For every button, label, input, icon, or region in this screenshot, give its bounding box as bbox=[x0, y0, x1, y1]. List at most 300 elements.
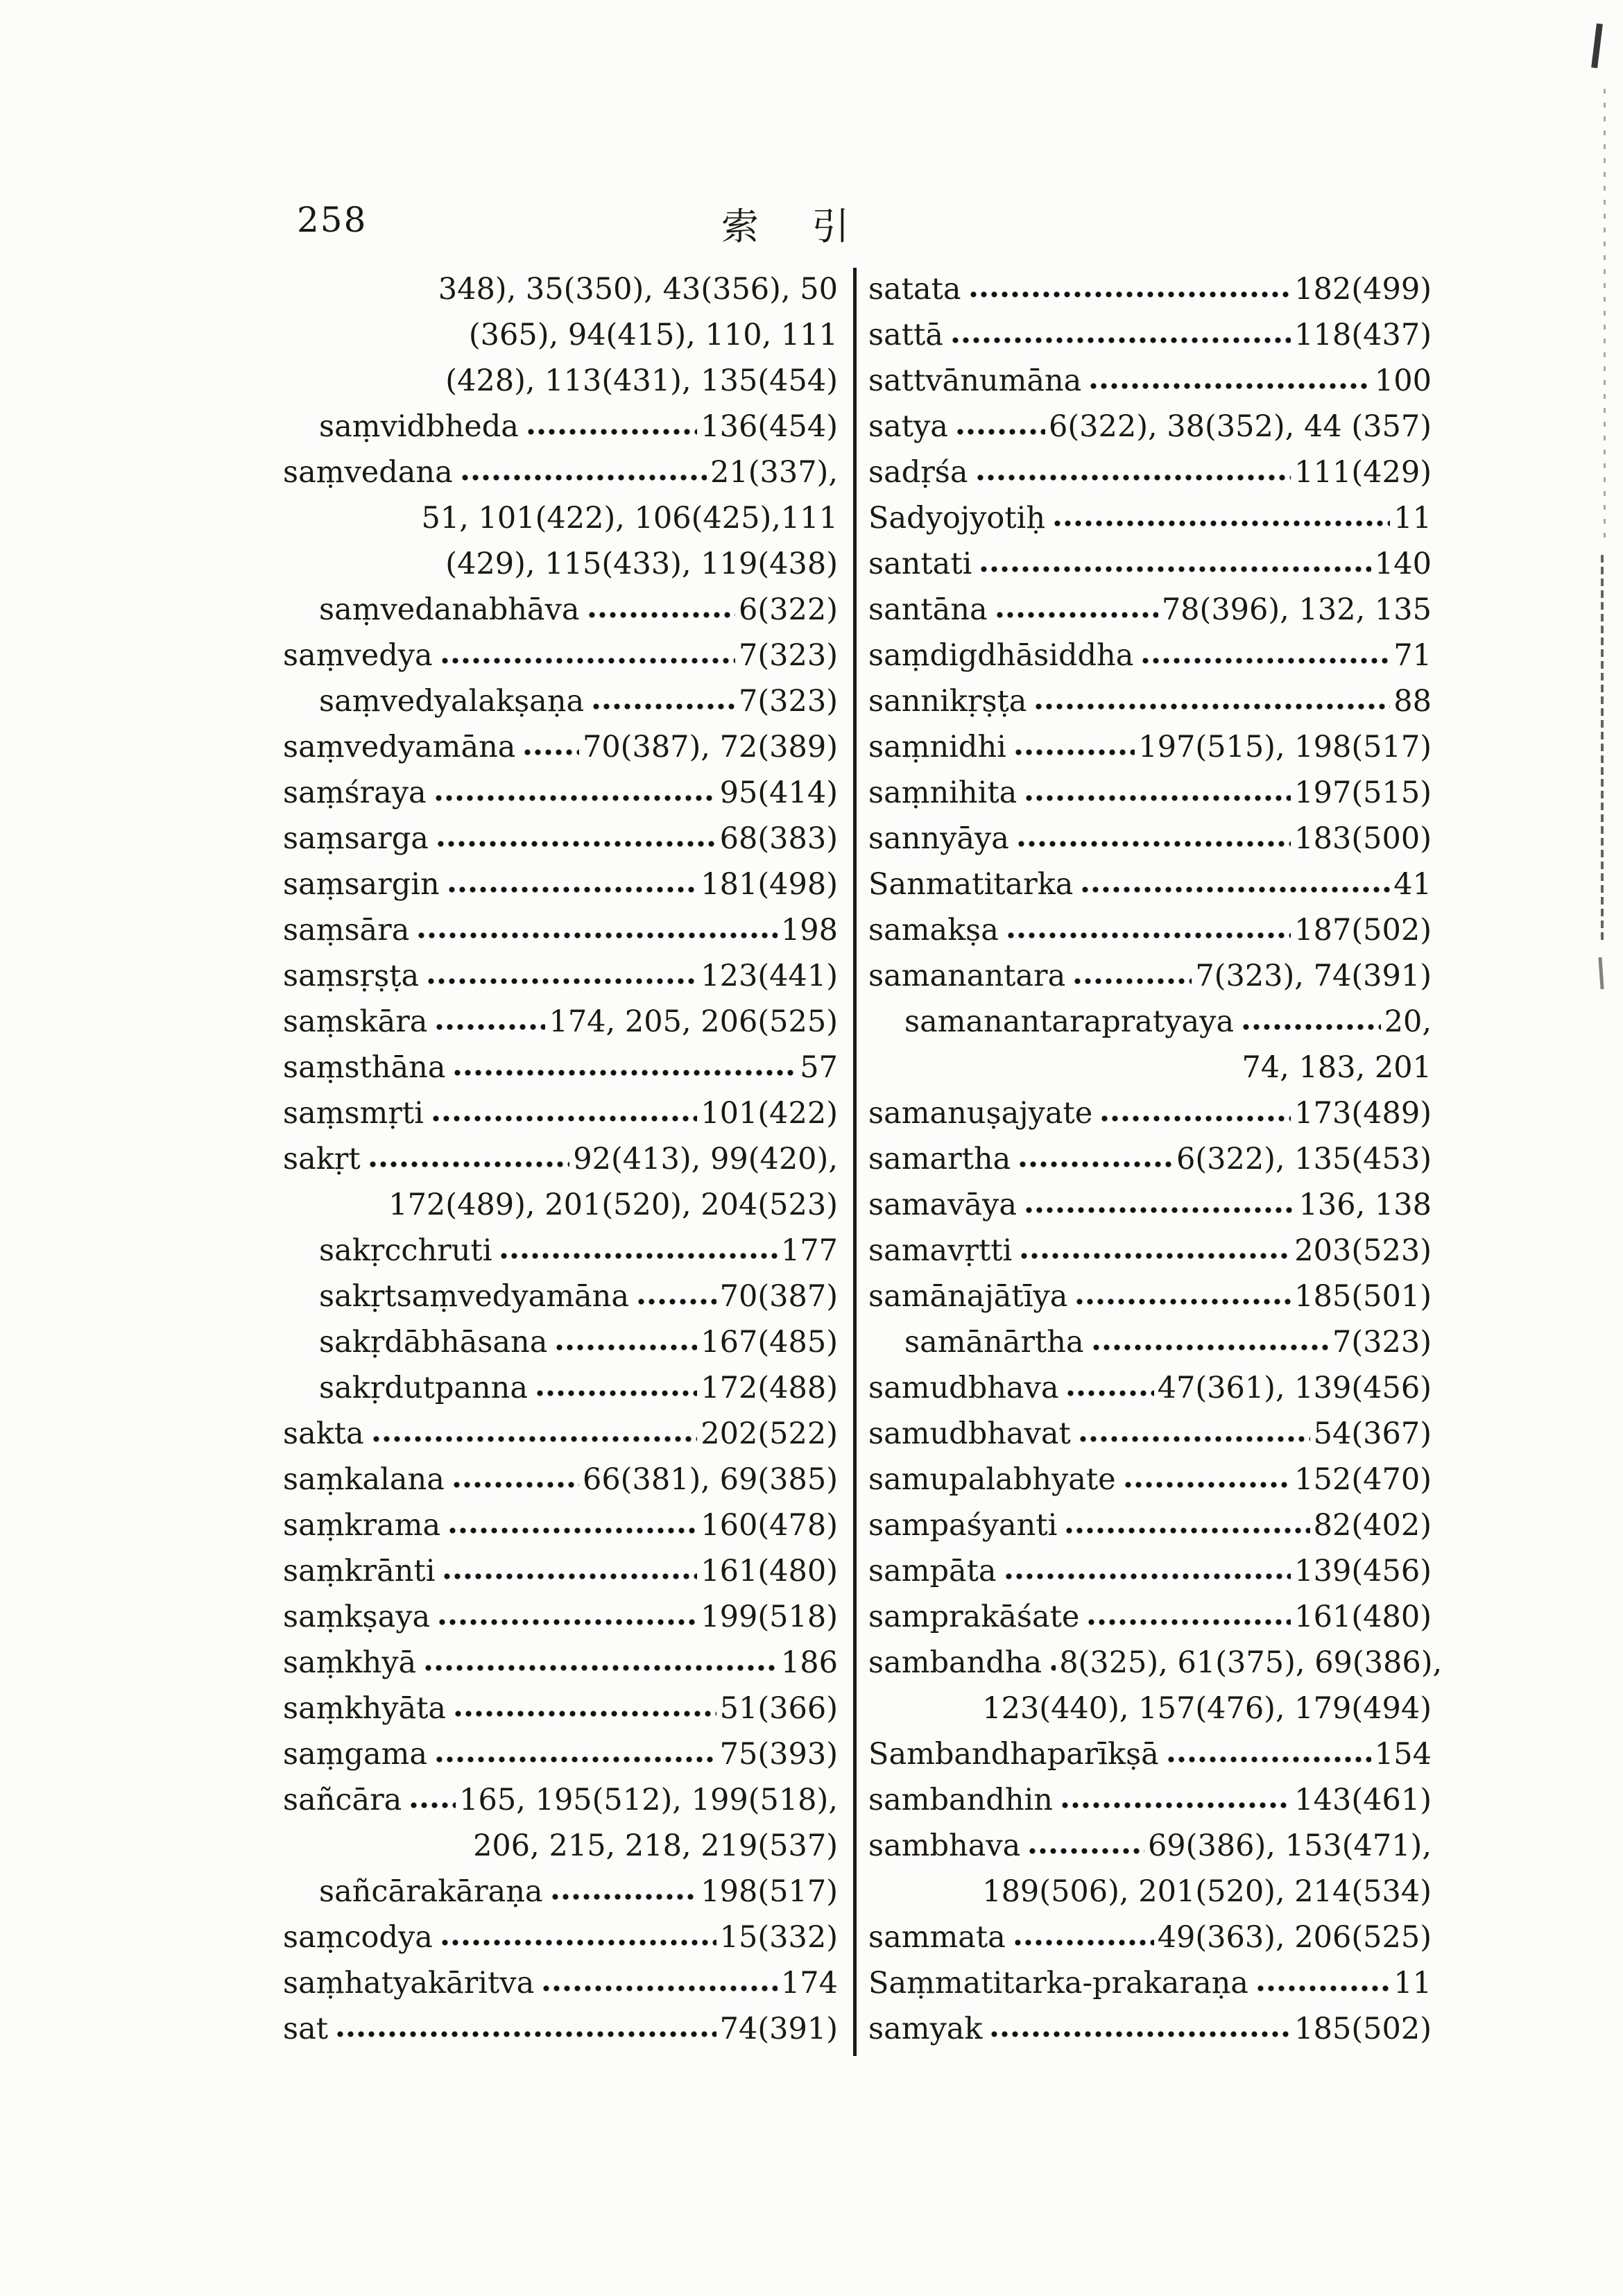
entry-pages: 6(322), 135(453) bbox=[1176, 1142, 1432, 1176]
dot-leader bbox=[988, 2006, 1292, 2052]
entry-pages: 95(414) bbox=[719, 776, 838, 810]
entry-pages: 82(402) bbox=[1313, 1508, 1432, 1543]
entry-pages: 198 bbox=[780, 913, 838, 948]
index-entry bbox=[283, 1502, 838, 1548]
index-entry bbox=[283, 1274, 838, 1319]
entry-term: saṃnidhi bbox=[868, 730, 1006, 764]
dot-leader bbox=[1017, 1228, 1292, 1274]
dot-leader bbox=[1063, 1502, 1311, 1548]
dot-leader bbox=[1032, 678, 1391, 724]
entry-pages: 49(363), 206(525) bbox=[1157, 1920, 1432, 1955]
dot-leader bbox=[1090, 1319, 1330, 1365]
entry-pages: 7(323) bbox=[739, 638, 838, 673]
entry-pages: 181(498) bbox=[701, 867, 838, 902]
dot-leader bbox=[438, 633, 737, 678]
entry-term: sadṛśa bbox=[868, 455, 968, 490]
entry-pages: 185(501) bbox=[1294, 1279, 1432, 1314]
index-entry bbox=[283, 1319, 838, 1365]
index-entry-continuation bbox=[283, 1823, 838, 1869]
dot-leader bbox=[450, 1457, 581, 1502]
entry-pages: 186 bbox=[780, 1645, 838, 1680]
entry-pages: 202(522) bbox=[701, 1416, 838, 1451]
entry-pages: 197(515), 198(517) bbox=[1138, 730, 1432, 764]
entry-term: Saṃmatitarka-prakaraṇa bbox=[868, 1966, 1248, 2001]
index-entry bbox=[868, 770, 1432, 816]
entry-term: sakṛdutpanna bbox=[319, 1371, 528, 1405]
dot-leader bbox=[366, 1136, 572, 1182]
entry-term: saṃvedyamāna bbox=[283, 730, 516, 764]
dot-leader bbox=[1071, 953, 1193, 999]
entry-pages: 66(381), 69(385) bbox=[582, 1462, 838, 1497]
dot-leader bbox=[590, 678, 737, 724]
entry-pages: 21(337), bbox=[710, 455, 838, 490]
entry-pages: 70(387) bbox=[719, 1279, 838, 1314]
dot-leader bbox=[424, 953, 698, 999]
entry-term: samānajātīya bbox=[868, 1279, 1068, 1314]
index-entry bbox=[283, 678, 838, 724]
dot-leader bbox=[446, 1502, 698, 1548]
entry-pages: 161(480) bbox=[701, 1554, 838, 1588]
entry-term: saṃvedya bbox=[283, 638, 433, 673]
dot-leader bbox=[1079, 862, 1391, 907]
dot-leader bbox=[1004, 907, 1292, 953]
index-entry-continuation bbox=[868, 1686, 1432, 1731]
entry-pages: 11 bbox=[1393, 1966, 1432, 2001]
index-entry bbox=[283, 1090, 838, 1136]
entry-pages: 123(441) bbox=[701, 959, 838, 993]
entry-term: samprakāśate bbox=[868, 1600, 1080, 1634]
entry-term: saṃhatyakāritva bbox=[283, 1966, 535, 2001]
dot-leader bbox=[1016, 1136, 1174, 1182]
entry-term: sakṛtsaṃvedyamāna bbox=[319, 1279, 630, 1314]
entry-pages: 7(323) bbox=[1332, 1325, 1432, 1360]
dot-leader bbox=[1051, 495, 1391, 541]
entry-term: saṃvedana bbox=[283, 455, 453, 490]
index-entry bbox=[868, 449, 1432, 495]
entry-term: sattā bbox=[868, 318, 943, 352]
index-entry-continuation bbox=[283, 541, 838, 587]
index-entry bbox=[283, 816, 838, 862]
entry-pages: 136, 138 bbox=[1298, 1188, 1432, 1222]
entry-pages: 100 bbox=[1374, 363, 1432, 398]
index-entry bbox=[868, 404, 1432, 449]
dot-leader bbox=[1002, 1548, 1293, 1594]
index-entry bbox=[283, 1045, 838, 1090]
entry-term: saṃsṛṣṭa bbox=[283, 959, 420, 993]
dot-leader bbox=[440, 1548, 698, 1594]
dot-leader bbox=[524, 404, 698, 449]
dot-leader bbox=[553, 1319, 698, 1365]
dot-leader bbox=[422, 1640, 779, 1686]
entry-pages: 51, 101(422), 106(425),111 bbox=[421, 501, 838, 536]
entry-term: sakṛt bbox=[283, 1142, 361, 1176]
index-entry bbox=[283, 1411, 838, 1457]
entry-pages: 74(391) bbox=[719, 2012, 838, 2046]
entry-pages: 189(506), 201(520), 214(534) bbox=[982, 1874, 1432, 1909]
dot-leader bbox=[1254, 1960, 1391, 2006]
entry-term: sat bbox=[283, 2012, 328, 2046]
index-entry-continuation bbox=[283, 1182, 838, 1228]
entry-term: saṃvedanabhāva bbox=[319, 592, 580, 627]
index-entry bbox=[868, 1594, 1432, 1640]
entry-term: Sambandhaparīkṣā bbox=[868, 1737, 1159, 1772]
index-entry bbox=[868, 541, 1432, 587]
index-entry bbox=[868, 724, 1432, 770]
dot-leader bbox=[436, 1594, 698, 1640]
entry-pages: 172(489), 201(520), 204(523) bbox=[388, 1188, 838, 1222]
dot-leader bbox=[1047, 1640, 1057, 1686]
index-entry bbox=[868, 1411, 1432, 1457]
entry-term: saṃnihita bbox=[868, 776, 1017, 810]
dot-leader bbox=[334, 2006, 718, 2052]
index-entry bbox=[868, 1777, 1432, 1823]
dot-leader bbox=[1012, 724, 1136, 770]
entry-pages: 174, 205, 206(525) bbox=[549, 1004, 838, 1039]
scan-artifact-edge-dots bbox=[1601, 555, 1604, 943]
entry-term: saṃsargin bbox=[283, 867, 440, 902]
index-entry-continuation bbox=[283, 312, 838, 358]
index-entry bbox=[868, 862, 1432, 907]
dot-leader bbox=[949, 312, 1292, 358]
index-entry bbox=[868, 1182, 1432, 1228]
index-entry bbox=[283, 404, 838, 449]
index-entry bbox=[868, 1914, 1432, 1960]
entry-term: saṃsarga bbox=[283, 821, 429, 856]
index-entry bbox=[283, 1869, 838, 1914]
entry-pages: 20, bbox=[1384, 1004, 1432, 1039]
entry-pages: 6(322), 38(352), 44 (357) bbox=[1048, 409, 1432, 444]
index-entry bbox=[283, 907, 838, 953]
entry-term: saṃcodya bbox=[283, 1920, 433, 1955]
entry-pages: 203(523) bbox=[1294, 1233, 1432, 1268]
index-entry-continuation bbox=[868, 1869, 1432, 1914]
index-entry bbox=[283, 1731, 838, 1777]
dot-leader bbox=[1098, 1090, 1292, 1136]
entry-pages: 7(323) bbox=[739, 684, 838, 719]
entry-pages: 183(500) bbox=[1294, 821, 1432, 856]
entry-pages: 182(499) bbox=[1294, 272, 1432, 307]
dot-leader bbox=[533, 1365, 698, 1411]
index-entry bbox=[868, 1228, 1432, 1274]
entry-pages: 174 bbox=[780, 1966, 838, 2001]
entry-term: saṃvedyalakṣaṇa bbox=[319, 684, 585, 719]
dot-leader bbox=[497, 1228, 778, 1274]
entry-pages: 6(322) bbox=[739, 592, 838, 627]
dot-leader bbox=[1064, 1365, 1155, 1411]
entry-term: sattvānumāna bbox=[868, 363, 1082, 398]
index-right-column bbox=[868, 266, 1443, 2052]
entry-term: samānārtha bbox=[904, 1325, 1084, 1360]
entry-term: sammata bbox=[868, 1920, 1006, 1955]
entry-term: samartha bbox=[868, 1142, 1011, 1176]
entry-term: sakta bbox=[283, 1416, 364, 1451]
entry-term: samanantara bbox=[868, 959, 1066, 993]
entry-term: saṃkrānti bbox=[283, 1554, 436, 1588]
dot-leader bbox=[1139, 633, 1391, 678]
entry-term: samudbhava bbox=[868, 1371, 1059, 1405]
index-left-column bbox=[283, 266, 838, 2052]
index-entry bbox=[868, 953, 1432, 999]
index-entry-continuation bbox=[283, 266, 838, 312]
index-entry bbox=[283, 1960, 838, 2006]
entry-pages: 152(470) bbox=[1294, 1462, 1432, 1497]
entry-term: sampāta bbox=[868, 1554, 997, 1588]
dot-leader bbox=[1022, 770, 1292, 816]
entry-pages: 123(440), 157(476), 179(494) bbox=[982, 1691, 1432, 1726]
dot-leader bbox=[433, 1731, 718, 1777]
entry-pages: 173(489) bbox=[1294, 1096, 1432, 1131]
index-entry bbox=[283, 1228, 838, 1274]
dot-leader bbox=[954, 404, 1047, 449]
entry-term: sambandha bbox=[868, 1645, 1042, 1680]
entry-term: Sadyojyotiḥ bbox=[868, 501, 1046, 536]
entry-pages: 70(387), 72(389) bbox=[582, 730, 838, 764]
entry-pages: 101(422) bbox=[701, 1096, 838, 1131]
entry-pages: 140 bbox=[1374, 547, 1432, 581]
dot-leader bbox=[635, 1274, 718, 1319]
entry-pages: 348), 35(350), 43(356), 50 bbox=[438, 272, 838, 307]
dot-leader bbox=[415, 907, 779, 953]
dot-leader bbox=[1058, 1777, 1292, 1823]
dot-leader bbox=[407, 1777, 457, 1823]
dot-leader bbox=[432, 770, 718, 816]
scan-artifact-mark bbox=[1598, 957, 1604, 989]
dot-leader bbox=[452, 1686, 718, 1731]
entry-term: saṃgama bbox=[283, 1737, 428, 1772]
dot-leader bbox=[451, 1045, 798, 1090]
index-entry bbox=[283, 953, 838, 999]
entry-pages: 177 bbox=[780, 1233, 838, 1268]
entry-pages: 187(502) bbox=[1294, 913, 1432, 948]
index-entry bbox=[283, 1686, 838, 1731]
entry-pages: 111(429) bbox=[1294, 455, 1432, 490]
entry-pages: 68(383) bbox=[719, 821, 838, 856]
index-entry bbox=[868, 1136, 1432, 1182]
index-entry bbox=[868, 678, 1432, 724]
entry-pages: 139(456) bbox=[1294, 1554, 1432, 1588]
dot-leader bbox=[585, 587, 737, 633]
entry-term: saṃkṣaya bbox=[283, 1600, 431, 1634]
entry-pages: 161(480) bbox=[1294, 1600, 1432, 1634]
dot-leader bbox=[521, 724, 581, 770]
entry-pages: 8(325), 61(375), 69(386), bbox=[1059, 1645, 1443, 1680]
dot-leader bbox=[1085, 1594, 1292, 1640]
entry-pages: 41 bbox=[1393, 867, 1432, 902]
index-entry bbox=[868, 1823, 1432, 1869]
entry-term: santāna bbox=[868, 592, 988, 627]
entry-term: samavāya bbox=[868, 1188, 1017, 1222]
dot-leader bbox=[434, 816, 718, 862]
entry-pages: 206, 215, 218, 219(537) bbox=[473, 1828, 838, 1863]
index-entry bbox=[283, 1594, 838, 1640]
entry-term: saṃkalana bbox=[283, 1462, 445, 1497]
entry-term: Sanmatitarka bbox=[868, 867, 1074, 902]
dot-leader bbox=[438, 1914, 718, 1960]
entry-term: sakṛdābhāsana bbox=[319, 1325, 548, 1360]
entry-term: samyak bbox=[868, 2012, 983, 2046]
entry-pages: 118(437) bbox=[1294, 318, 1432, 352]
entry-pages: 69(386), 153(471), bbox=[1147, 1828, 1432, 1863]
index-entry bbox=[868, 587, 1432, 633]
index-entry bbox=[283, 724, 838, 770]
index-entry bbox=[283, 1457, 838, 1502]
index-entry bbox=[868, 816, 1432, 862]
dot-leader bbox=[370, 1411, 699, 1457]
entry-pages: 154 bbox=[1374, 1737, 1432, 1772]
entry-term: saṃkhyāta bbox=[283, 1691, 447, 1726]
index-entry bbox=[283, 1548, 838, 1594]
dot-leader bbox=[433, 999, 547, 1045]
entry-pages: 197(515) bbox=[1294, 776, 1432, 810]
dot-leader bbox=[429, 1090, 698, 1136]
entry-term: saṃdigdhāsiddha bbox=[868, 638, 1134, 673]
scan-artifact-mark bbox=[1591, 24, 1603, 69]
index-entry bbox=[868, 312, 1432, 358]
dot-leader bbox=[1165, 1731, 1373, 1777]
index-entry bbox=[868, 266, 1432, 312]
index-entry bbox=[283, 1914, 838, 1960]
entry-pages: 51(366) bbox=[719, 1691, 838, 1726]
entry-term: sannikṛṣṭa bbox=[868, 684, 1027, 719]
index-entry bbox=[868, 1090, 1432, 1136]
entry-pages: 15(332) bbox=[719, 1920, 838, 1955]
entry-term: samanuṣajyate bbox=[868, 1096, 1093, 1131]
dot-leader bbox=[1122, 1457, 1293, 1502]
entry-term: samupalabhyate bbox=[868, 1462, 1116, 1497]
entry-pages: 185(502) bbox=[1294, 2012, 1432, 2046]
entry-pages: (428), 113(431), 135(454) bbox=[445, 363, 838, 398]
entry-pages: 74, 183, 201 bbox=[1242, 1050, 1432, 1085]
index-entry bbox=[868, 495, 1432, 541]
index-entry bbox=[868, 1960, 1432, 2006]
index-entry bbox=[868, 999, 1432, 1045]
entry-term: sambandhin bbox=[868, 1783, 1053, 1817]
entry-pages: 75(393) bbox=[719, 1737, 838, 1772]
page-number: 258 bbox=[297, 200, 368, 240]
index-entry bbox=[283, 770, 838, 816]
index-entry bbox=[283, 587, 838, 633]
dot-leader bbox=[1022, 1182, 1297, 1228]
entry-term: saṃskāra bbox=[283, 1004, 428, 1039]
index-entry bbox=[868, 1731, 1432, 1777]
entry-term: samakṣa bbox=[868, 913, 999, 948]
entry-pages: 88 bbox=[1393, 684, 1432, 719]
entry-pages: (429), 115(433), 119(438) bbox=[445, 547, 838, 581]
index-entry bbox=[868, 1502, 1432, 1548]
entry-term: saṃkrama bbox=[283, 1508, 441, 1543]
entry-pages: 172(488) bbox=[701, 1371, 838, 1405]
entry-term: saṃśraya bbox=[283, 776, 427, 810]
index-entry bbox=[868, 1548, 1432, 1594]
dot-leader bbox=[1011, 1914, 1156, 1960]
entry-pages: 198(517) bbox=[701, 1874, 838, 1909]
entry-pages: 47(361), 139(456) bbox=[1157, 1371, 1432, 1405]
entry-term: sakṛcchruti bbox=[319, 1233, 492, 1268]
entry-pages: 199(518) bbox=[701, 1600, 838, 1634]
entry-term: saṃkhyā bbox=[283, 1645, 417, 1680]
entry-term: sampaśyanti bbox=[868, 1508, 1058, 1543]
entry-term: samanantarapratyaya bbox=[904, 1004, 1235, 1039]
index-entry bbox=[283, 449, 838, 495]
dot-leader bbox=[1239, 999, 1382, 1045]
entry-pages: 11 bbox=[1393, 501, 1432, 536]
index-entry bbox=[283, 862, 838, 907]
scan-artifact-edge-dots bbox=[1604, 89, 1606, 540]
index-entry bbox=[868, 1365, 1432, 1411]
entry-term: saṃvidbheda bbox=[319, 409, 519, 444]
index-entry bbox=[283, 2006, 838, 2052]
entry-pages: (365), 94(415), 110, 111 bbox=[468, 318, 838, 352]
index-entry bbox=[283, 1365, 838, 1411]
entry-pages: 165, 195(512), 199(518), bbox=[459, 1783, 838, 1817]
dot-leader bbox=[1087, 358, 1373, 404]
dot-leader bbox=[1026, 1823, 1146, 1869]
dot-leader bbox=[977, 541, 1373, 587]
entry-term: sannyāya bbox=[868, 821, 1009, 856]
index-entry bbox=[283, 633, 838, 678]
entry-term: saṃsmṛti bbox=[283, 1096, 424, 1131]
index-entry-continuation bbox=[283, 358, 838, 404]
entry-pages: 160(478) bbox=[701, 1508, 838, 1543]
entry-term: samavṛtti bbox=[868, 1233, 1013, 1268]
entry-pages: 167(485) bbox=[701, 1325, 838, 1360]
entry-pages: 143(461) bbox=[1294, 1783, 1432, 1817]
index-entry bbox=[283, 1136, 838, 1182]
entry-term: satata bbox=[868, 272, 961, 307]
index-entry bbox=[868, 1640, 1443, 1686]
dot-leader bbox=[540, 1960, 779, 2006]
index-entry bbox=[868, 358, 1432, 404]
dot-leader bbox=[1073, 1274, 1292, 1319]
entry-pages: 136(454) bbox=[701, 409, 838, 444]
index-entry bbox=[868, 1319, 1432, 1365]
entry-term: sañcārakāraṇa bbox=[319, 1874, 543, 1909]
entry-term: santati bbox=[868, 547, 972, 581]
dot-leader bbox=[458, 449, 708, 495]
index-entry bbox=[868, 2006, 1432, 2052]
dot-leader bbox=[967, 266, 1293, 312]
index-entry-continuation bbox=[868, 1045, 1432, 1090]
column-divider bbox=[853, 268, 857, 2056]
index-entry bbox=[283, 999, 838, 1045]
entry-term: sambhava bbox=[868, 1828, 1021, 1863]
index-entry-continuation bbox=[283, 495, 838, 541]
index-entry bbox=[868, 907, 1432, 953]
entry-term: saṃsthāna bbox=[283, 1050, 446, 1085]
dot-leader bbox=[1076, 1411, 1312, 1457]
index-entry bbox=[283, 1777, 838, 1823]
index-entry bbox=[868, 633, 1432, 678]
dot-leader bbox=[549, 1869, 699, 1914]
index-entry bbox=[868, 1274, 1432, 1319]
entry-term: samudbhavat bbox=[868, 1416, 1071, 1451]
dot-leader bbox=[974, 449, 1293, 495]
entry-pages: 57 bbox=[800, 1050, 838, 1085]
index-entry bbox=[868, 1457, 1432, 1502]
entry-pages: 92(413), 99(420), bbox=[573, 1142, 838, 1176]
entry-pages: 71 bbox=[1393, 638, 1432, 673]
dot-leader bbox=[993, 587, 1160, 633]
entry-pages: 7(323), 74(391) bbox=[1195, 959, 1432, 993]
index-entry bbox=[283, 1640, 838, 1686]
entry-term: satya bbox=[868, 409, 948, 444]
entry-term: sañcāra bbox=[283, 1783, 402, 1817]
page-header-title: 索 引 bbox=[721, 205, 852, 248]
entry-pages: 78(396), 132, 135 bbox=[1161, 592, 1432, 627]
dot-leader bbox=[445, 862, 699, 907]
entry-pages: 54(367) bbox=[1313, 1416, 1432, 1451]
dot-leader bbox=[1015, 816, 1292, 862]
